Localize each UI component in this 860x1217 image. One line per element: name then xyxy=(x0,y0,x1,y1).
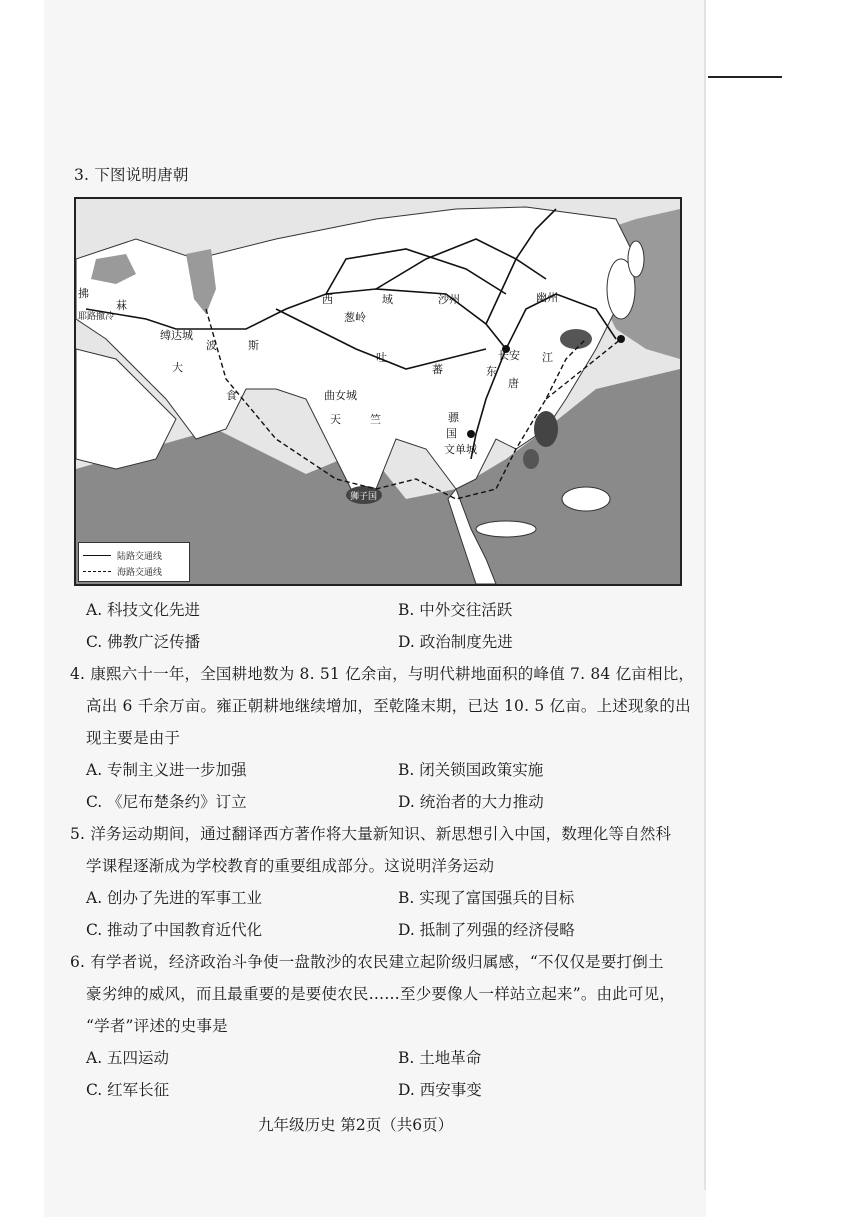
q3-option-a[interactable]: A. 科技文化先进 xyxy=(86,601,201,619)
map-label-tang: 唐 xyxy=(508,377,519,390)
question-6-line-3: “学者”评述的史事是 xyxy=(86,1017,228,1035)
q3-option-b[interactable]: B. 中外交往活跃 xyxy=(398,601,513,619)
map-label-piao: 骠 xyxy=(448,411,459,424)
map-label-lin: 菻 xyxy=(116,299,127,312)
q5-option-b[interactable]: B. 实现了富国强兵的目标 xyxy=(398,889,575,907)
question-6-line-2: 豪劣绅的威风，而且最重要的是要使农民……至少要像人一样站立起来”。由此可见， xyxy=(86,985,676,1003)
map-label-bo: 波 xyxy=(206,339,217,352)
question-3-stem: 3. 下图说明唐朝 xyxy=(74,166,189,184)
map-graphic xyxy=(76,199,680,584)
legend-sea-route xyxy=(83,565,162,578)
page-footer: 九年级历史 第2页（共6页） xyxy=(258,1116,454,1134)
map-label-baizhan: 拂 xyxy=(78,287,89,300)
map-label-zhu: 竺 xyxy=(370,413,381,426)
map-label-jerusalem: 耶路撒冷 xyxy=(78,312,115,322)
map-label-jiang: 江 xyxy=(542,351,553,364)
question-4-line-1: 4. 康熙六十一年，全国耕地数为 8. 51 亿余亩，与明代耕地面积的峰值 7. 84 亿亩相比， xyxy=(70,665,695,683)
legend-land-route xyxy=(83,549,162,562)
question-6-line-1: 6. 有学者说，经济政治斗争使一盘散沙的农民建立起阶级归属感，“不仅仅是要打倒土 xyxy=(70,953,664,971)
map-label-baghdad: 缚达城 xyxy=(160,329,193,342)
map-label-xi: 西 xyxy=(322,293,333,306)
q5-option-c[interactable]: C. 推动了中国教育近代化 xyxy=(86,921,263,939)
map-label-changan: 长安 xyxy=(498,349,520,362)
map-label-wendan: 文单城 xyxy=(444,443,477,456)
q3-option-d[interactable]: D. 政治制度先进 xyxy=(398,633,513,651)
map-label-shiziguo: 狮子国 xyxy=(350,492,378,502)
map-legend xyxy=(78,542,190,582)
legend-sea-label: 海路交通线 xyxy=(117,568,163,578)
legend-land-label: 陆路交通线 xyxy=(117,552,163,562)
q6-option-b[interactable]: B. 土地革命 xyxy=(398,1049,482,1067)
q5-option-d[interactable]: D. 抵制了列强的经济侵略 xyxy=(398,921,575,939)
question-4-line-2: 高出 6 千余万亩。雍正朝耕地继续增加，至乾隆末期，已达 10. 5 亿亩。上述现象的出 xyxy=(86,697,691,715)
q4-option-d[interactable]: D. 统治者的大力推动 xyxy=(398,793,544,811)
q6-option-c[interactable]: C. 红军长征 xyxy=(86,1081,170,1099)
q6-option-d[interactable]: D. 西安事变 xyxy=(398,1081,482,1099)
q4-option-c[interactable]: C. 《尼布楚条约》订立 xyxy=(86,793,247,811)
map-label-shi: 食 xyxy=(226,389,237,402)
map-label-yu: 域 xyxy=(382,293,393,306)
page-edge xyxy=(704,0,706,1190)
map-label-da: 大 xyxy=(172,361,183,374)
map-label-tu: 吐 xyxy=(376,351,387,364)
map-label-dong: 东 xyxy=(486,365,497,378)
map-label-fan: 蕃 xyxy=(432,363,443,376)
map-label-tian: 天 xyxy=(330,413,341,426)
map-label-youzhou: 幽州 xyxy=(536,291,558,304)
question-5-line-2: 学课程逐渐成为学校教育的重要组成部分。这说明洋务运动 xyxy=(86,857,495,875)
q3-option-c[interactable]: C. 佛教广泛传播 xyxy=(86,633,201,651)
map-label-congling: 葱岭 xyxy=(344,311,366,324)
map-label-qunv: 曲女城 xyxy=(324,389,357,402)
map-label-guo: 国 xyxy=(446,427,457,440)
land-route-line-icon xyxy=(83,555,111,556)
q5-option-a[interactable]: A. 创办了先进的军事工业 xyxy=(86,889,263,907)
sea-route-line-icon xyxy=(83,571,111,572)
map-label-shazhou: 沙州 xyxy=(438,293,460,306)
q6-option-a[interactable]: A. 五四运动 xyxy=(86,1049,170,1067)
map-label-si: 斯 xyxy=(248,339,259,352)
question-4-line-3: 现主要是由于 xyxy=(86,729,181,747)
corner-rule xyxy=(708,76,782,78)
q4-option-b[interactable]: B. 闭关锁国政策实施 xyxy=(398,761,544,779)
question-5-line-1: 5. 洋务运动期间，通过翻译西方著作将大量新知识、新思想引入中国，数理化等自然科 xyxy=(70,825,672,843)
q4-option-a[interactable]: A. 专制主义进一步加强 xyxy=(86,761,247,779)
tang-dynasty-trade-routes-map xyxy=(74,197,682,586)
